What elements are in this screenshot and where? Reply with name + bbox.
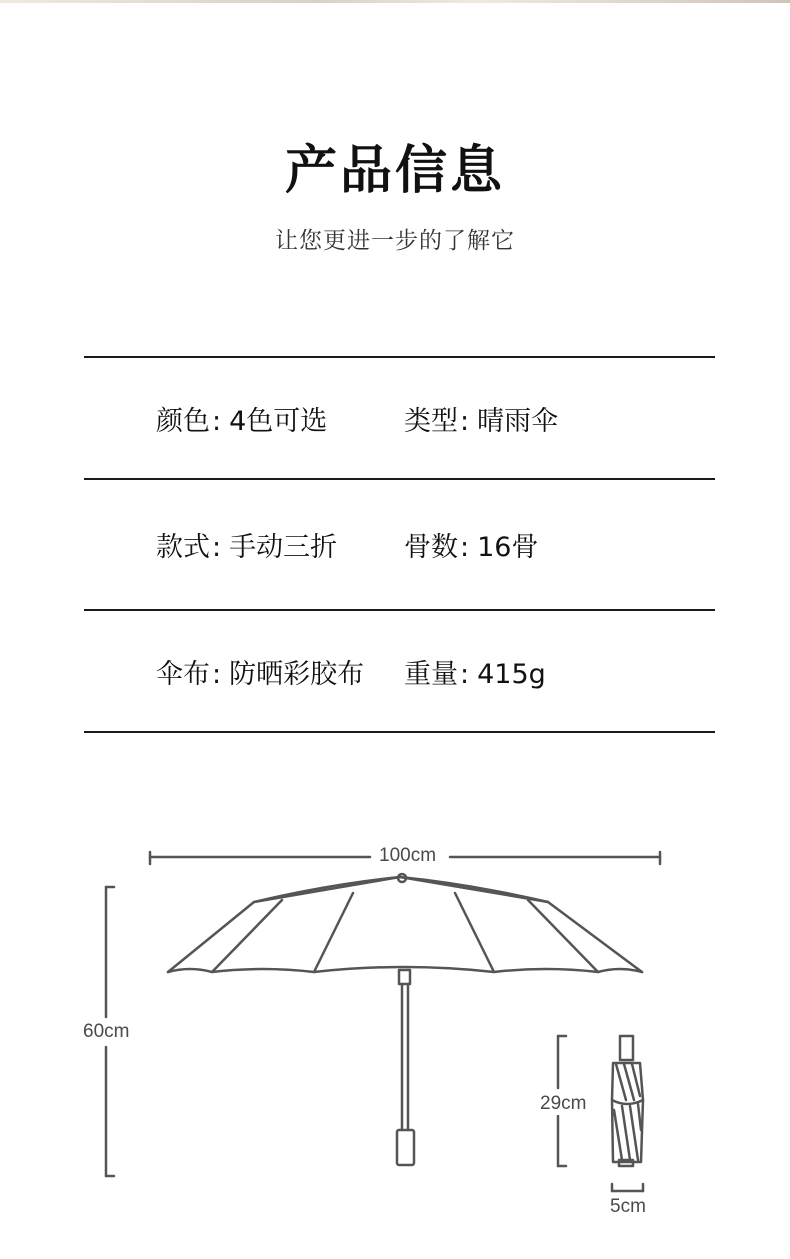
- folded-width-label: 5cm: [607, 1196, 649, 1218]
- spec-label: 骨数: [404, 532, 458, 563]
- folded-width-dimension-line: [612, 1184, 643, 1191]
- spec-value: 415g: [477, 658, 546, 690]
- spec-separator: :: [460, 405, 470, 437]
- spec-separator: :: [212, 532, 222, 563]
- spec-separator: :: [212, 658, 222, 690]
- folded-length-label: 29cm: [537, 1093, 589, 1115]
- open-width-label: 100cm: [376, 845, 439, 867]
- spec-value: 晴雨伞: [477, 405, 559, 437]
- spec-label: 款式: [156, 532, 210, 563]
- page-subtitle: 让您更进一步的了解它: [275, 228, 515, 254]
- spec-label: 伞布: [156, 658, 210, 690]
- page-title: 产品信息: [284, 141, 505, 201]
- umbrella-folded-icon: [612, 1036, 643, 1166]
- spec-value: 手动三折: [229, 532, 338, 563]
- spec-value: 16骨: [477, 532, 539, 563]
- spec-label: 颜色: [156, 405, 210, 437]
- spec-separator: :: [212, 405, 222, 437]
- spec-separator: :: [460, 532, 470, 563]
- spec-label: 类型: [404, 405, 458, 437]
- spec-label: 重量: [404, 658, 458, 690]
- spec-separator: :: [460, 658, 470, 690]
- open-height-label: 60cm: [80, 1021, 132, 1043]
- umbrella-open-icon: [168, 874, 642, 1165]
- spec-value: 防晒彩胶布: [229, 658, 365, 690]
- spec-value: 4色可选: [229, 405, 328, 437]
